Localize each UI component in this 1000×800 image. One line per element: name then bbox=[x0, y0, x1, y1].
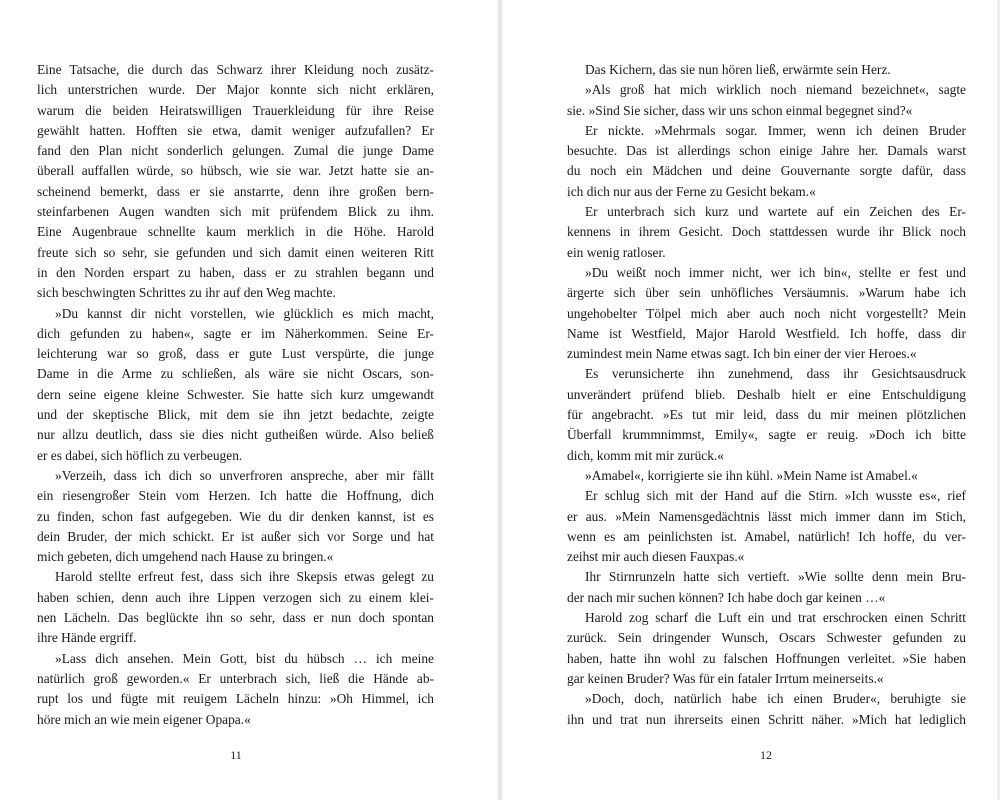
paragraph bbox=[567, 689, 966, 730]
text-line: er aus. »Mein Namensgedächtnis lässt mich immer dann im Stich, bbox=[567, 508, 966, 524]
text-line: haben schien, denn auch ihre Lippen verzogen sich zu einem klei- bbox=[37, 589, 434, 605]
text-line: zumindest mein Name etwas sagt. Ich bin einer der vier Heroes.« bbox=[567, 346, 917, 362]
text-line: »Lass dich ansehen. Mein Gott, bist du hübsch … ich meine bbox=[55, 650, 434, 666]
paragraph bbox=[567, 567, 966, 608]
text-line: wenn es am peinlichsten ist. Amabel, natürlich! Ich hoffe, du ver- bbox=[567, 528, 966, 544]
text-line: Ihr Stirnrunzeln hatte sich vertieft. »Wie sollte denn mein Bru- bbox=[585, 569, 966, 585]
text-line: scheinend bemerkt, dass er sie anstarrte, denn ihre großen bern- bbox=[37, 183, 434, 199]
text-line: nur allzu deutlich, dass sie dies nicht gutheißen würde. Also beließ bbox=[37, 427, 434, 443]
text-line: du noch ein Mädchen und deine Gouvernante sorgte dafür, dass bbox=[567, 163, 966, 179]
text-line: sie. »Sind Sie sicher, dass wir uns schon einmal begegnet sind?« bbox=[567, 102, 913, 118]
text-line: er es dabei, sich höflich zu verbeugen. bbox=[37, 447, 243, 463]
text-line: Dame in die Arme zu schließen, als wäre sie nicht Oscars, son- bbox=[37, 366, 434, 382]
text-line: in den Norden erspart zu haben, dass er zu strahlen begann und bbox=[37, 264, 434, 280]
text-line: ihn und trat nun ihrerseits einen Schritt näher. »Mich hat lediglich bbox=[567, 711, 966, 727]
paragraph bbox=[37, 304, 434, 466]
text-line: gar keinen Bruder? Was für ein fataler Irrtum meinerseits.« bbox=[567, 670, 884, 686]
text-line: Harold zog scharf die Luft ein und trat erschrocken einen Schritt bbox=[585, 610, 966, 626]
text-line: ein wenig ratloser. bbox=[567, 244, 666, 260]
text-line: Name ist Westfield, Major Harold Westfield. Ich hoffe, dass dir bbox=[567, 325, 966, 341]
text-line: Er schlug sich mit der Hand auf die Stirn. »Ich wusste es«, rief bbox=[585, 488, 966, 504]
text-line: zu finden, schon fast aufgegeben. Wie du dir denken kannst, ist es bbox=[37, 508, 434, 524]
text-line: besuchte. Das ist allerdings schon einige Jahre her. Damals warst bbox=[567, 143, 966, 159]
text-line: leichterung war so groß, dass er gute Lust verspürte, die junge bbox=[37, 346, 434, 362]
page-number-left: 11 bbox=[230, 748, 242, 762]
paragraph bbox=[37, 60, 434, 304]
text-line: Er unterbrach sich kurz und wartete auf ein Zeichen des Er- bbox=[585, 204, 966, 220]
text-line: natürlich groß geworden.« Er unterbrach sich, ließ die Hände ab- bbox=[37, 670, 434, 686]
text-line: ich dich nur aus der Ferne zu Gesicht bekam.« bbox=[567, 183, 816, 199]
paragraph bbox=[567, 263, 966, 364]
text-line: kennens in ihrem Gesicht. Doch stattdessen wurde ihr Blick noch bbox=[567, 224, 966, 240]
text-line: fand den Plan nicht sonderlich gelungen. Zumal die junge Dame bbox=[37, 143, 434, 159]
text-line: »Du weißt noch immer nicht, wer ich bin«, stellte er fest und bbox=[585, 264, 966, 280]
text-line: nen Lächeln. Das beglückte ihn so sehr, dass er nun doch spontan bbox=[37, 610, 434, 626]
text-line: haben, hatte ihn wohl zu falschen Hoffnungen verleitet. »Sie haben bbox=[567, 650, 966, 666]
text-line: für angebracht. »Es tut mir leid, dass du mir meinen plötzlichen bbox=[567, 407, 966, 423]
text-line: »Doch, doch, natürlich habe ich einen Bruder«, beruhigte sie bbox=[585, 691, 966, 707]
text-line: Das Kichern, das sie nun hören ließ, erwärmte sein Herz. bbox=[585, 62, 891, 77]
text-line: dich, komm mit mir zurück.« bbox=[567, 447, 724, 463]
text-line: überall auffallen würde, so hübsch, wie sie war. Jetzt hatte sie an- bbox=[37, 163, 434, 179]
text-line: höre mich an wie mein eigener Opapa.« bbox=[37, 711, 251, 727]
text-line: Eine Augenbraue schnellte kaum merklich in die Höhe. Harold bbox=[37, 224, 434, 240]
paragraph bbox=[37, 567, 434, 648]
text-line: ein riesengroßer Stein vom Herzen. Ich hatte die Hoffnung, dich bbox=[37, 488, 434, 504]
text-line: rupt los und fügte mit reuigem Lächeln hinzu: »Oh Himmel, ich bbox=[37, 691, 434, 707]
text-line: steinfarbenen Augen wandten sich mit prüfendem Blick zu ihm. bbox=[37, 204, 434, 220]
text-line: »Verzeih, dass ich dich so unverfroren anspreche, aber mir fällt bbox=[55, 467, 434, 483]
paragraph bbox=[567, 466, 966, 486]
text-line: mich gebeten, dich umgehend nach Hause zu bringen.« bbox=[37, 549, 334, 565]
text-line: Es verunsicherte ihn zunehmend, dass ihr Gesichtsausdruck bbox=[585, 366, 966, 382]
text-line: Er nickte. »Mehrmals sogar. Immer, wenn ich deinen Bruder bbox=[585, 122, 966, 138]
text-line: lich unterstrichen wurde. Der Major konnte sich nicht erklären, bbox=[37, 82, 434, 98]
book-gutter bbox=[496, 0, 504, 800]
text-line: zeihst mir auch diesen Fauxpas.« bbox=[567, 549, 745, 565]
text-line: der nach mir suchen können? Ich habe doch gar keinen …« bbox=[567, 589, 886, 605]
text-line: freute sich so sehr, sie gefunden und sich damit einen weiteren Ritt bbox=[37, 244, 434, 260]
text-line: »Als groß hat mich wirklich noch niemand bezeichnet«, sagte bbox=[585, 82, 966, 98]
text-line: dich gefunden zu haben«, sagte er im Näherkommen. Seine Er- bbox=[37, 325, 434, 341]
text-line: Überfall krummnimmst, Emily«, sagte er reuig. »Doch ich bitte bbox=[567, 427, 966, 443]
text-line: Harold stellte erfreut fest, dass sich ihre Skepsis etwas gelegt zu bbox=[55, 569, 434, 585]
paragraph bbox=[567, 608, 966, 689]
text-line: dern seine eigene kleine Schwester. Sie hatte sich kurz umgewandt bbox=[37, 386, 434, 402]
text-line: ärgerte sich über sein unhöfliches Versäumnis. »Warum habe ich bbox=[567, 285, 966, 301]
page-number-right: 12 bbox=[760, 748, 772, 762]
text-line: Eine Tatsache, die durch das Schwarz ihrer Kleidung noch zusätz- bbox=[37, 62, 434, 77]
paragraph bbox=[567, 202, 966, 263]
text-line: warum die beiden Heiratswilligen Trauerkleidung für ihre Reise bbox=[37, 102, 434, 118]
text-line: zurück. Sein dringender Wunsch, Oscars Schwester gefunden zu bbox=[567, 630, 966, 646]
right-page bbox=[567, 60, 966, 730]
paragraph bbox=[567, 486, 966, 567]
text-line: und der skeptische Blick, mit dem sie ihn jetzt bedachte, zeigte bbox=[37, 407, 434, 423]
left-page bbox=[37, 60, 434, 730]
text-line: »Amabel«, korrigierte sie ihn kühl. »Mein Name ist Amabel.« bbox=[585, 467, 918, 483]
paragraph bbox=[37, 466, 434, 567]
text-line: ungehobelter Tölpel mich aber auch noch nicht vorgestellt? Mein bbox=[567, 305, 966, 321]
text-line: gewählt hatten. Hofften sie etwa, damit weniger aufzufallen? Er bbox=[37, 122, 434, 138]
text-line: ihre Hände ergriff. bbox=[37, 630, 137, 646]
paragraph bbox=[567, 60, 966, 80]
paragraph bbox=[567, 364, 966, 465]
paragraph bbox=[567, 80, 966, 121]
paragraph bbox=[37, 649, 434, 730]
text-line: sich beschwingten Schrittes zu ihr auf den Weg machte. bbox=[37, 285, 336, 301]
paragraph bbox=[567, 121, 966, 202]
text-line: »Du kannst dir nicht vorstellen, wie glücklich es mich macht, bbox=[55, 305, 434, 321]
text-line: unverändert prüfend blieb. Deshalb hielt er eine Entschuldigung bbox=[567, 386, 966, 402]
text-line: dein Bruder, der mich schickt. Er ist außer sich vor Sorge und hat bbox=[37, 528, 434, 544]
